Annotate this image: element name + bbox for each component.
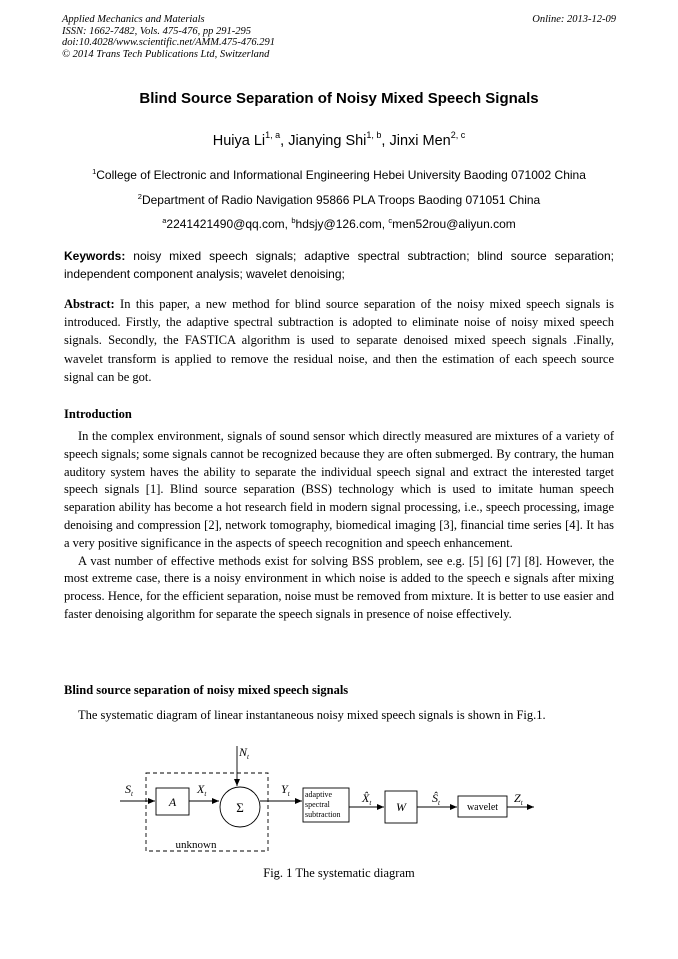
author-affiliation-mark: 2, c [450, 130, 466, 140]
affiliation-text: College of Electronic and Informational Engineering Hebei University Baoding 071002 China [96, 168, 586, 182]
paper-title: Blind Source Separation of Noisy Mixed Speech Signals [139, 90, 539, 107]
label-z-t: $Z_t$ [514, 791, 523, 807]
section-heading-introduction: Introduction [64, 407, 132, 421]
label-shat-t: $Ŝ_t$ [432, 791, 440, 807]
author-affiliation-mark: 1, b [366, 130, 382, 140]
label-xhat-t: $X̂_t$ [362, 791, 372, 807]
keywords [64, 247, 614, 283]
label-n-t: $N_t$ [239, 745, 249, 761]
spectral-subtraction-label-2: spectral [305, 800, 330, 809]
journal-info [62, 14, 275, 60]
separation-matrix-label: W [396, 800, 406, 814]
author-name: Jianying Shi [288, 133, 367, 149]
affiliation-text: Department of Radio Navigation 95866 PLA Troops Baoding 071051 China [141, 193, 541, 207]
online-date: Online: 2013-12-09 [532, 14, 616, 25]
journal-issn: ISSN: 1662-7482, Vols. 475-476, pp 291-295 [62, 25, 251, 37]
affiliation-mark: 2 [137, 192, 142, 201]
system-diagram [100, 740, 560, 865]
author-name: Huiya Li [212, 133, 266, 149]
abstract [64, 295, 614, 386]
label-x-t: $X_t$ [197, 782, 207, 798]
mixing-matrix-label: A [168, 795, 177, 809]
label-s-t: $S_t$ [125, 782, 133, 798]
spectral-subtraction-label-1: adaptive [305, 790, 333, 799]
email-address[interactable]: 2241421490@qq.com, [166, 217, 292, 231]
label-y-t: $Y_t$ [281, 782, 290, 798]
abstract-label: Abstract: [64, 297, 115, 311]
author-separator: , [381, 133, 390, 149]
wavelet-label: wavelet [466, 802, 499, 813]
email-address[interactable]: hdsjy@126.com, [295, 217, 389, 231]
affiliation-1 [0, 167, 678, 182]
abstract-text: In this paper, a new method for blind source separation of the noisy mixed speech signals is introduced. Firstly, the adaptive spectral subtraction is adopted to eliminate noise of noisy mixed speech signals. Secondly, the FASTICA algorithm is used to separate denoised mixed speech signals .Finally, wavelet transform is applied to remove the residual noise, and then the estimation of each speech source signal can be got. [64, 297, 614, 384]
keywords-label: Keywords: [64, 249, 126, 263]
paragraph: The systematic diagram of linear instantaneous noisy mixed speech signals is shown in Fig.1. [78, 708, 546, 722]
keywords-text: noisy mixed speech signals; adaptive spectral subtraction; blind source separation; independent component analysis; wavelet denoising; [64, 249, 614, 281]
unknown-label: unknown [175, 839, 217, 851]
affiliation-mark: 1 [92, 167, 97, 176]
paragraph: In the complex environment, signals of sound sensor which directly measured are mixtures of a variety of speech signals; some signals cannot be recognized because they are often submerged. By contrary, the human auditory system haves the ability to separate the individual speech signal and extract the interested target speech signals [1]. Blind source separation (BSS) technology which is used to imitate human speech separation ability has become a hot research field in modern signal processing, i.e., speech processing, image denoising and compression [2], network tomography, biomedical imaging [3], financial time series [4]. It has a very positive significance in the aspects of speech recognition and speech enhancement. [64, 429, 614, 550]
figure-caption: Fig. 1 The systematic diagram [263, 866, 415, 880]
introduction-body [64, 428, 614, 624]
affiliation-2 [0, 192, 678, 207]
journal-name: Applied Mechanics and Materials [62, 14, 205, 25]
section-heading-bss: Blind source separation of noisy mixed speech signals [64, 683, 349, 697]
spectral-subtraction-label-3: subtraction [305, 810, 341, 819]
email-mark: b [291, 216, 296, 225]
author-separator: , [280, 133, 289, 149]
email-mark: a [162, 216, 167, 225]
email-address[interactable]: men52rou@aliyun.com [392, 217, 516, 231]
section-bss-body [64, 707, 614, 725]
journal-doi: doi:10.4028/www.scientific.net/AMM.475-476.291 [62, 37, 275, 49]
email-mark: c [388, 216, 393, 225]
journal-copyright: © 2014 Trans Tech Publications Ltd, Switzerland [62, 48, 270, 60]
summation-symbol: Σ [236, 800, 244, 815]
email-line [0, 216, 678, 231]
paragraph: A vast number of effective methods exist for solving BSS problem, see e.g. [5] [6] [7] [8]. However, the most extreme case, there is a noisy environment in which noise is added to the speech e signals after mixing process. Hence, for the efficient separation, noise must be removed from mixture. It is better to use easier and faster denoising algorithm for separate the speech signals in presence of noise effectively. [64, 553, 614, 621]
author-name: Jinxi Men [389, 133, 451, 149]
author-list [0, 130, 678, 149]
author-affiliation-mark: 1, a [265, 130, 281, 140]
